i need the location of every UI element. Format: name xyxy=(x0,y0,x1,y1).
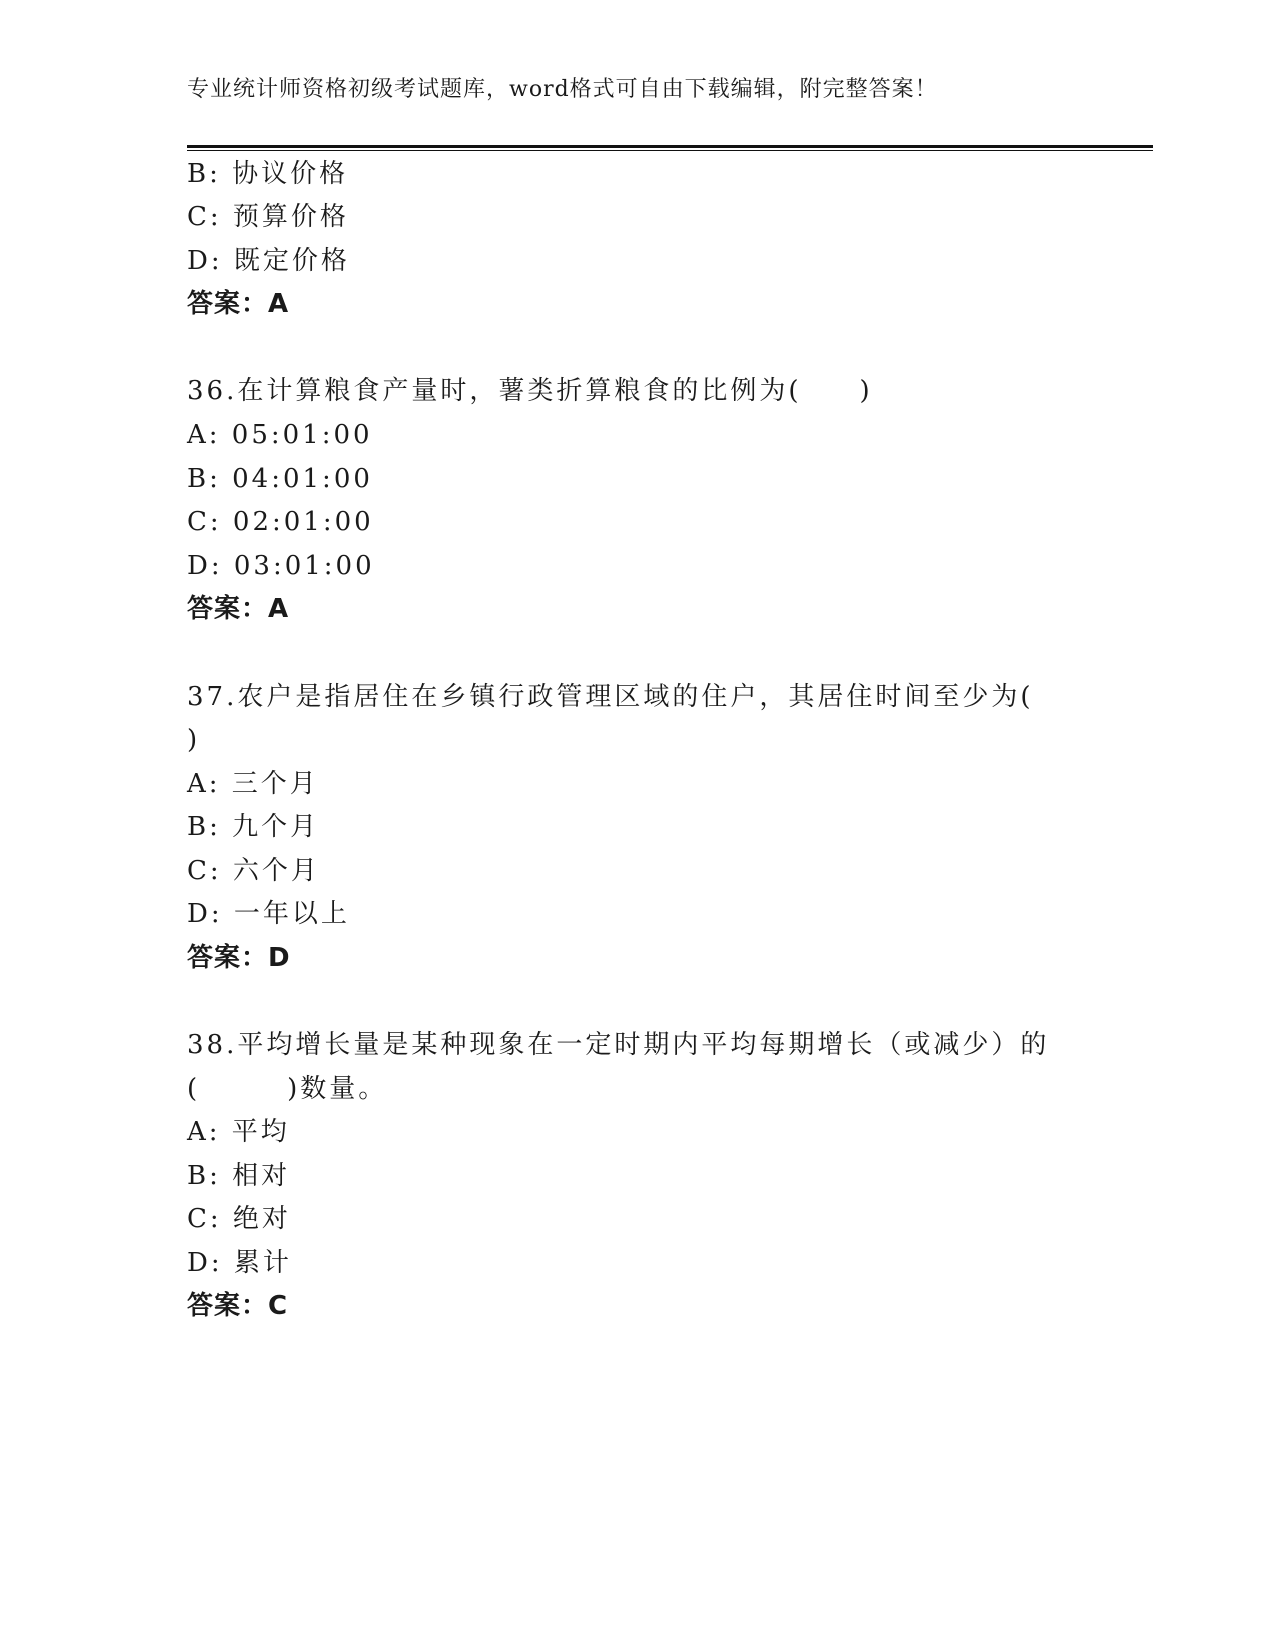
q36-answer: 答案：A xyxy=(187,594,290,624)
q36-option-b: B: 04:01:00 xyxy=(187,464,373,494)
page-header: 专业统计师资格初级考试题库，word格式可自由下载编辑，附完整答案！ xyxy=(187,77,938,102)
q36-option-d: D: 03:01:00 xyxy=(187,551,375,581)
q37-option-d: D: 一年以上 xyxy=(187,899,350,929)
q38-option-d: D: 累计 xyxy=(187,1248,292,1278)
q37-question-line2: ) xyxy=(187,725,201,755)
q36-question: 36.在计算粮食产量时，薯类折算粮食的比例为( ) xyxy=(187,376,873,406)
q36-option-c: C: 02:01:00 xyxy=(187,507,374,537)
q37-option-a: A: 三个月 xyxy=(187,769,319,799)
q36-option-a: A: 05:01:00 xyxy=(187,420,373,450)
q38-answer: 答案：C xyxy=(187,1291,289,1321)
q38-question-line1: 38.平均增长量是某种现象在一定时期内平均每期增长（或减少）的 xyxy=(187,1030,1050,1060)
q35-option-b: B: 协议价格 xyxy=(187,159,349,189)
q38-option-b: B: 相对 xyxy=(187,1161,291,1191)
q35-option-d: D: 既定价格 xyxy=(187,246,350,276)
q35-answer: 答案：A xyxy=(187,289,290,319)
q38-option-a: A: 平均 xyxy=(187,1117,290,1147)
header-divider xyxy=(187,145,1153,151)
q37-answer: 答案：D xyxy=(187,943,291,973)
q38-option-c: C: 绝对 xyxy=(187,1204,291,1234)
q37-option-c: C: 六个月 xyxy=(187,856,320,886)
q35-option-c: C: 预算价格 xyxy=(187,202,349,232)
q38-question-line2: ( )数量。 xyxy=(187,1074,388,1104)
q37-option-b: B: 九个月 xyxy=(187,812,320,842)
q37-question-line1: 37.农户是指居住在乡镇行政管理区域的住户，其居住时间至少为( xyxy=(187,682,1034,712)
